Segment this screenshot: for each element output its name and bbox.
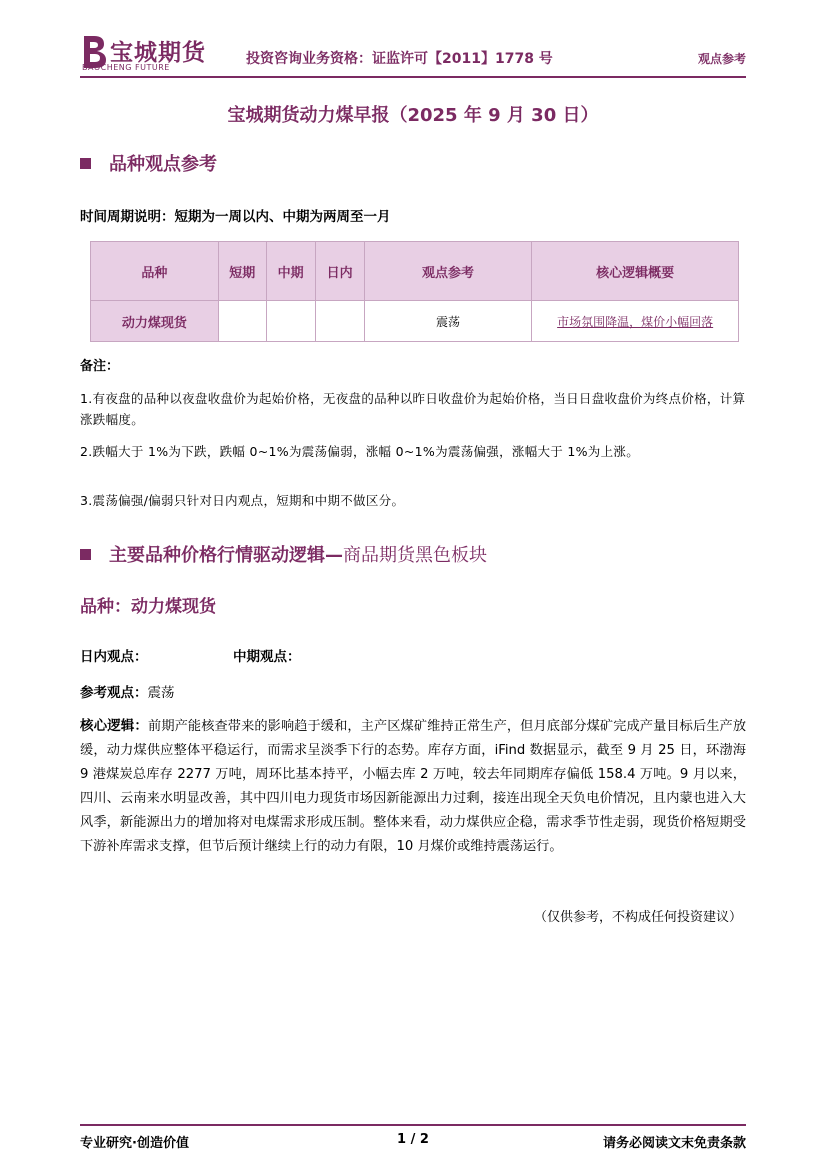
note-item: 2.跌幅大于 1%为下跌，跌幅 0~1%为震荡偏弱，涨幅 0~1%为震荡偏强，涨幅大于 1%为上涨。 [80, 444, 639, 459]
table-header-cell: 短期 [218, 242, 266, 301]
table-cell-variety: 动力煤现货 [91, 301, 219, 342]
square-bullet-icon [80, 158, 91, 169]
footer-divider [80, 1124, 746, 1126]
section-heading-text: 主要品种价格行情驱动逻辑— [109, 545, 343, 566]
table-header-cell: 观点参考 [364, 242, 532, 301]
variety-heading: 品种：动力煤现货 [80, 597, 216, 617]
core-logic-link[interactable]: 市场氛围降温，煤价小幅回落 [532, 301, 739, 342]
ref-label: 参考观点： [80, 685, 148, 701]
note-item: 3.震荡偏强/偏弱只针对日内观点，短期和中期不做区分。 [80, 493, 405, 508]
table-cell-mid [266, 301, 315, 342]
footer-disclaimer: 请务必阅读文末免责条款 [602, 1136, 746, 1151]
table-cell-short [218, 301, 266, 342]
table-header-row [91, 242, 739, 301]
page-number: 1 / 2 [397, 1132, 429, 1147]
table-header-cell: 日内 [315, 242, 364, 301]
section-heading-text: 品种观点参考 [109, 154, 217, 175]
section-heading-drivers [80, 541, 487, 567]
ref-view [80, 681, 175, 701]
table-cell-view: 震荡 [364, 301, 532, 342]
report-title: 宝城期货动力煤早报（2025 年 9 月 30 日） [227, 105, 599, 126]
core-text: 前期产能核查带来的影响趋于缓和，主产区煤矿维持正常生产，但月底部分煤矿完成产量目标后生产放缓，动力煤供应整体平稳运行，而需求呈淡季下行的态势。库存方面，iFind 数据显示，截至 9 月 25 日，环渤海 9 港煤炭总库存 2277 万吨，周环比基本持平，小幅去库 2 万吨，较去年同期库存偏低 158.4 万吨。9 月以来，四川、云南来水明显改善，其中四川电力现货市场因新能源出力过剩，接连出现全天负电价情况，且内蒙也进入大风季，新能源出力的增加将对电煤需求形成压制。整体来看，动力煤供应企稳，需求季节性走弱，现货价格短期受下游补库需求支撑，但节后预计继续上行的动力有限，10 月煤价或维持震荡运行。 [80, 719, 747, 854]
table-header-cell: 中期 [266, 242, 315, 301]
table-header-cell: 品种 [91, 242, 219, 301]
intraday-label: 日内观点： [80, 649, 148, 665]
core-logic-paragraph [80, 714, 746, 859]
footer-slogan: 专业研究·创造价值 [80, 1136, 189, 1151]
views-table [90, 241, 739, 342]
logo-subtitle: BAOCHENG FUTURE [82, 63, 170, 72]
midterm-label: 中期观点： [233, 649, 301, 665]
header-divider [80, 76, 746, 78]
note-item: 1.有夜盘的品种以夜盘收盘价为起始价格，无夜盘的品种以昨日收盘价为起始价格，当日日盘收盘价为终点价格，计算涨跌幅度。 [80, 391, 746, 427]
notes-heading: 备注： [80, 359, 120, 374]
ref-value: 震荡 [147, 685, 175, 701]
logo-text: 宝城期货 [110, 40, 206, 66]
table-row [91, 301, 739, 342]
section-heading-views [80, 150, 217, 176]
core-label: 核心逻辑： [80, 718, 149, 734]
qualification-text: 投资咨询业务资格：证监许可【2011】1778 号 [246, 51, 553, 67]
section-heading-sub: 商品期货黑色板块 [343, 545, 487, 566]
table-header-cell: 核心逻辑概要 [532, 242, 739, 301]
header-label: 观点参考 [697, 52, 746, 66]
square-bullet-icon [80, 549, 91, 560]
period-note: 时间周期说明：短期为一周以内、中期为两周至一月 [80, 209, 391, 225]
disclaimer-note: （仅供参考，不构成任何投资建议） [533, 910, 742, 925]
table-cell-intraday [315, 301, 364, 342]
